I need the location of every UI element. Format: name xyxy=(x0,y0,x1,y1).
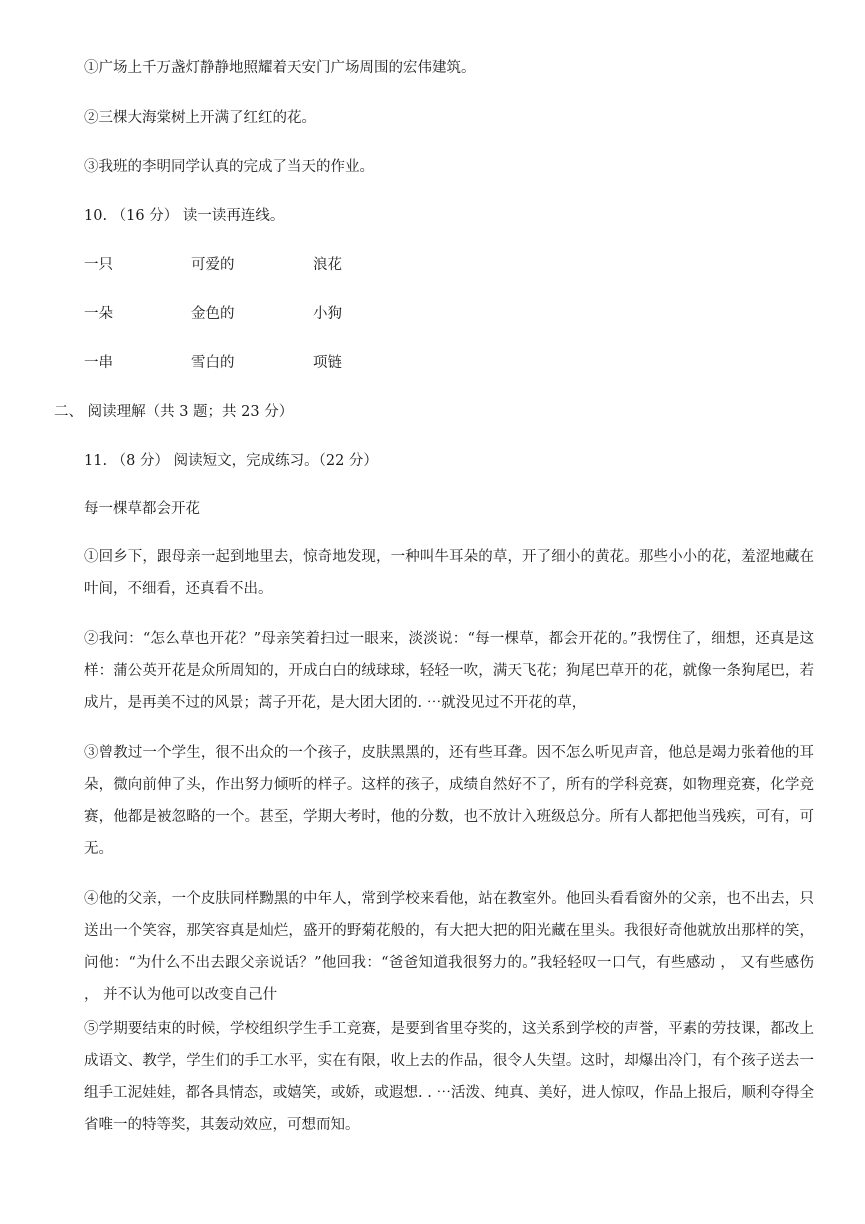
q10-col3-row3: 项链 xyxy=(313,355,342,371)
story-paragraph-2: ②我问：“怎么草也开花？”母亲笑着扫过一眼来，淡淡说：“每一棵草，都会开花的。”我愣住了，细想，还真是这样：蒲公英开花是众所周知的，开成白白的绒球球，轻轻一吹，满天飞花；狗尾巴草开的花，就像一条狗尾巴，若成片，是再美不过的风景；蒿子开花，是大团大团的. ⋯就没见过不开花的草， xyxy=(84,631,814,711)
story-paragraph-1: ①回乡下，跟母亲一起到地里去，惊奇地发现，一种叫牛耳朵的草，开了细小的黄花。那些小小的花，羞涩地藏在叶间，不细看，还真看不出。 xyxy=(84,549,814,597)
q10-col1-row2: 一朵 xyxy=(84,306,113,322)
section-heading: 二、 阅读理解（共 3 题；共 23 分） xyxy=(54,404,294,420)
q10-col2-row3: 雪白的 xyxy=(191,355,235,371)
q10-col3-row2: 小狗 xyxy=(313,306,342,322)
q10-col2-row2: 金色的 xyxy=(191,306,235,322)
item-2: ②三棵大海棠树上开满了红红的花。 xyxy=(84,110,316,126)
item-3: ③我班的李明同学认真的完成了当天的作业。 xyxy=(84,159,374,175)
q10-col3-row1: 浪花 xyxy=(313,257,342,273)
question-10-title: 10. （16 分） 读一读再连线。 xyxy=(84,208,285,224)
item-1: ①广场上千万盏灯静静地照耀着天安门广场周围的宏伟建筑。 xyxy=(84,60,476,76)
q10-col1-row3: 一串 xyxy=(84,355,113,371)
story-title: 每一棵草都会开花 xyxy=(84,501,200,517)
q10-col2-row1: 可爱的 xyxy=(191,257,235,273)
story-paragraph-3: ③曾教过一个学生，很不出众的一个孩子，皮肤黑黑的，还有些耳聋。因不怎么听见声音，他总是竭力张着他的耳朵，微向前伸了头，作出努力倾听的样子。这样的孩子，成绩自然好不了，所有的学科竞赛，如物理竞赛，化学竞赛，他都是被忽略的一个。甚至，学期大考时，他的分数，也不放计入班级总分。所有人都把他当残疾，可有，可无。 xyxy=(84,745,814,857)
story-paragraph-4: ④他的父亲，一个皮肤同样黝黑的中年人，常到学校来看他，站在教室外。他回头看看窗外的父亲，也不出去，只送出一个笑容，那笑容真是灿烂，盛开的野菊花般的，有大把大把的阳光藏在里头。我很好奇他就放出那样的笑，问他：“为什么不出去跟父亲说话？”他回我：“爸爸知道我很努力的。”我轻轻叹一口气，有些感动 ， 又有些感伤 ， 并不认为他可以改变自己什 xyxy=(84,891,814,1003)
question-11-title: 11. （8 分） 阅读短文，完成练习。（22 分） xyxy=(84,453,378,469)
story-paragraph-5: ⑤学期要结束的时候，学校组织学生手工竞赛，是要到省里夺奖的，这关系到学校的声誉，平素的劳技课，都改上成语文、教学，学生们的手工水平，实在有限，收上去的作品，很令人失望。这时，却爆出冷门，有个孩子送去一组手工泥娃娃，都各具情态，或嬉笑，或娇，或遐想. . ⋯活泼、纯真、美好，进人惊叹，作品上报后，顺利夺得全省唯一的特等奖，其轰动效应，可想而知。 xyxy=(84,1021,814,1133)
q10-col1-row1: 一只 xyxy=(84,257,113,273)
